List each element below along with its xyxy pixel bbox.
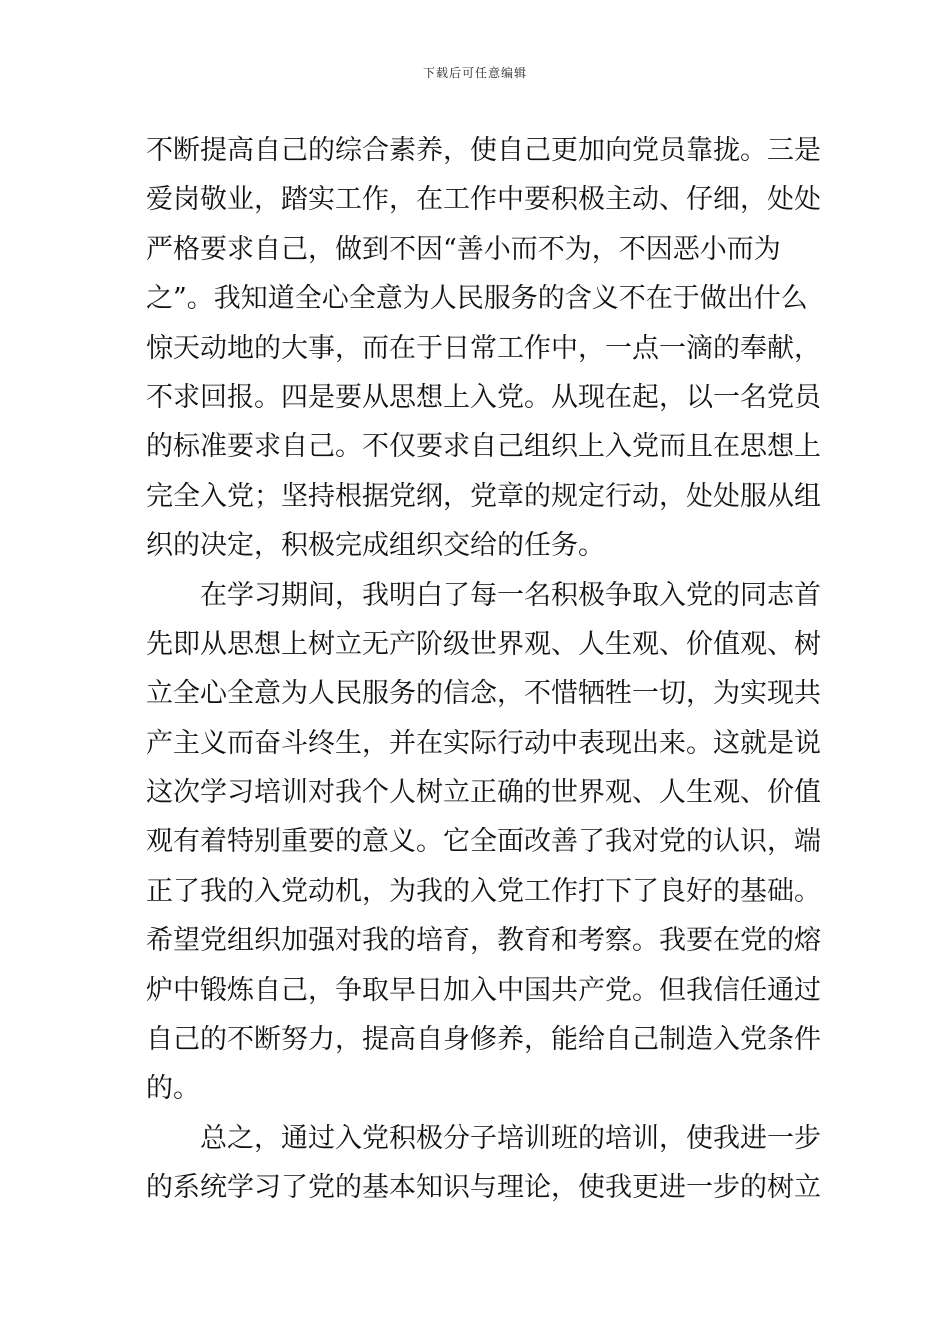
text-line: 希望党组织加强对我的培育，教育和考察。我要在党的熔 (146, 925, 821, 957)
text-line: 完全入党；坚持根据党纲，党章的规定行动，处处服从组 (146, 480, 821, 512)
text-line: 总之，通过入党积极分子培训班的培训，使我进一步 (146, 1122, 821, 1154)
text-line: 炉中锻炼自己，争取早日加入中国共产党。但我信任通过 (146, 974, 821, 1006)
text-line: 的系统学习了党的基本知识与理论，使我更进一步的树立 (146, 1172, 821, 1204)
text-line: 的标准要求自己。不仅要求自己组织上入党而且在思想上 (146, 431, 821, 463)
text-line: 爱岗敬业，踏实工作，在工作中要积极主动、仔细，处处 (146, 184, 821, 216)
text-line: 之”。我知道全心全意为人民服务的含义不在于做出什么 (146, 283, 808, 315)
text-line: 惊天动地的大事，而在于日常工作中，一点一滴的奉献， (146, 332, 821, 364)
text-line: 观有着特别重要的意义。它全面改善了我对党的认识，端 (146, 826, 821, 858)
text-line: 产主义而奋斗终生，并在实际行动中表现出来。这就是说 (146, 727, 821, 759)
text-line: 不断提高自己的综合素养，使自己更加向党员靠拢。三是 (146, 135, 821, 166)
text-line: 正了我的入党动机，为我的入党工作打下了良好的基础。 (146, 875, 821, 907)
text-line: 的。 (146, 1073, 200, 1105)
text-line: 严格要求自己，做到不因“善小而不为，不因恶小而为 (146, 233, 781, 265)
text-line: 自己的不断努力，提高自身修养，能给自己制造入党条件 (146, 1024, 821, 1056)
text-line: 先即从思想上树立无产阶级世界观、人生观、价值观、树 (146, 628, 821, 660)
document-body (146, 126, 821, 1213)
text-line: 在学习期间，我明白了每一名积极争取入党的同志首 (146, 579, 821, 611)
text-line: 立全心全意为人民服务的信念，不惜牺牲一切，为实现共 (146, 678, 821, 710)
text-line: 这次学习培训对我个人树立正确的世界观、人生观、价值 (146, 777, 821, 809)
text-line: 织的决定，积极完成组织交给的任务。 (146, 530, 605, 562)
text-line: 不求回报。四是要从思想上入党。从现在起，以一名党员 (146, 381, 821, 413)
page-header: 下载后可任意编辑 (422, 66, 527, 80)
